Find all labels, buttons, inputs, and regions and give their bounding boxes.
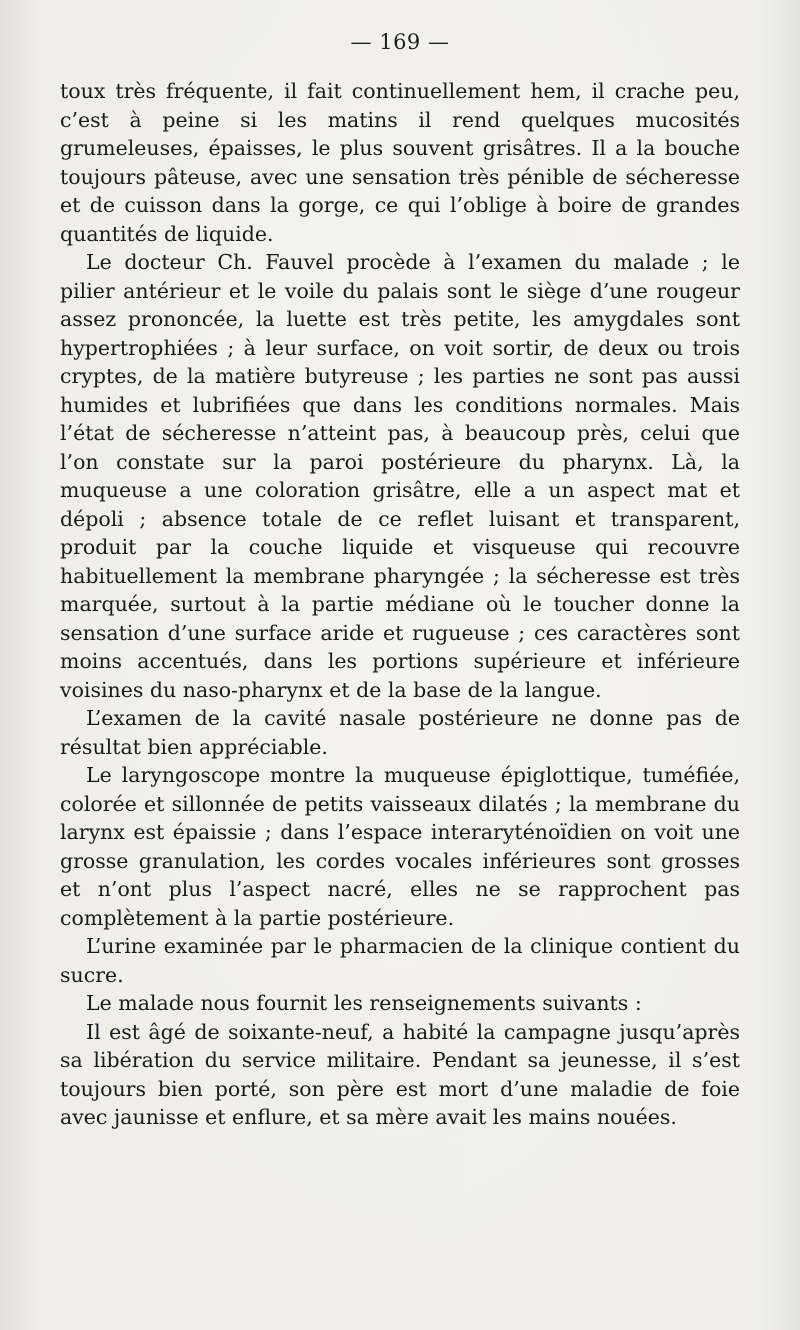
paragraph: Le docteur Ch. Fauvel procède à l’examen du malade ; le pilier antérieur et le voile du palais sont le siège d’une rougeur assez prononcée, la luette est très petite, les amygdales sont hypertrophiées ; à leur surface, on voit sortir, de deux ou trois cryptes, de la matière butyreuse ; les parties ne sont pas aussi humides et lubrifiées que dans les conditions normales. Mais l’état de sécheresse n’atteint pas, à beaucoup près, celui que l’on constate sur la paroi postérieure du pharynx. Là, la muqueuse a une coloration grisâtre, elle a un aspect mat et dépoli ; absence totale de ce reflet luisant et transparent, produit par la couche liquide et visqueuse qui recouvre habituellement la membrane pharyngée ; la sécheresse est très marquée, surtout à la partie médiane où le toucher donne la sensation d’une surface aride et rugueuse ; ces caractères sont moins accentués, dans les portions supérieure et inférieure voisines du naso-pharynx et de la base de la langue. — [60, 250, 740, 702]
paragraph: toux très fréquente, il fait continuellement hem, il crache peu, c’est à peine si les matins il rend quelques mucosités grumeleuses, épaisses, le plus souvent grisâtres. Il a la bouche toujours pâteuse, avec une sensation très pénible de sécheresse et de cuisson dans la gorge, ce qui l’oblige à boire de grandes quantités de liquide. — [60, 79, 740, 246]
body-text — [60, 77, 740, 1132]
paragraph: L’urine examinée par le pharmacien de la clinique contient du sucre. — [60, 934, 740, 987]
paragraph: L’examen de la cavité nasale postérieure ne donne pas de résultat bien appréciable. — [60, 706, 740, 759]
paragraph: Le laryngoscope montre la muqueuse épiglottique, tuméfiée, colorée et sillonnée de petits vaisseaux dilatés ; la membrane du larynx est épaissie ; dans l’espace interaryténoïdien on voit une grosse granulation, les cordes vocales inférieures sont grosses et n’ont plus l’aspect nacré, elles ne se rapprochent pas complètement à la partie postérieure. — [60, 763, 740, 930]
page-number: — 169 — — [350, 30, 450, 54]
paragraph: Il est âgé de soixante-neuf, a habité la campagne jusqu’après sa libération du service militaire. Pendant sa jeunesse, il s’est toujours bien porté, son père est mort d’une maladie de foie avec jaunisse et enflure, et sa mère avait les mains nouées. — [60, 1019, 740, 1129]
paragraph: Le malade nous fournit les renseignements suivants : — [86, 991, 642, 1015]
